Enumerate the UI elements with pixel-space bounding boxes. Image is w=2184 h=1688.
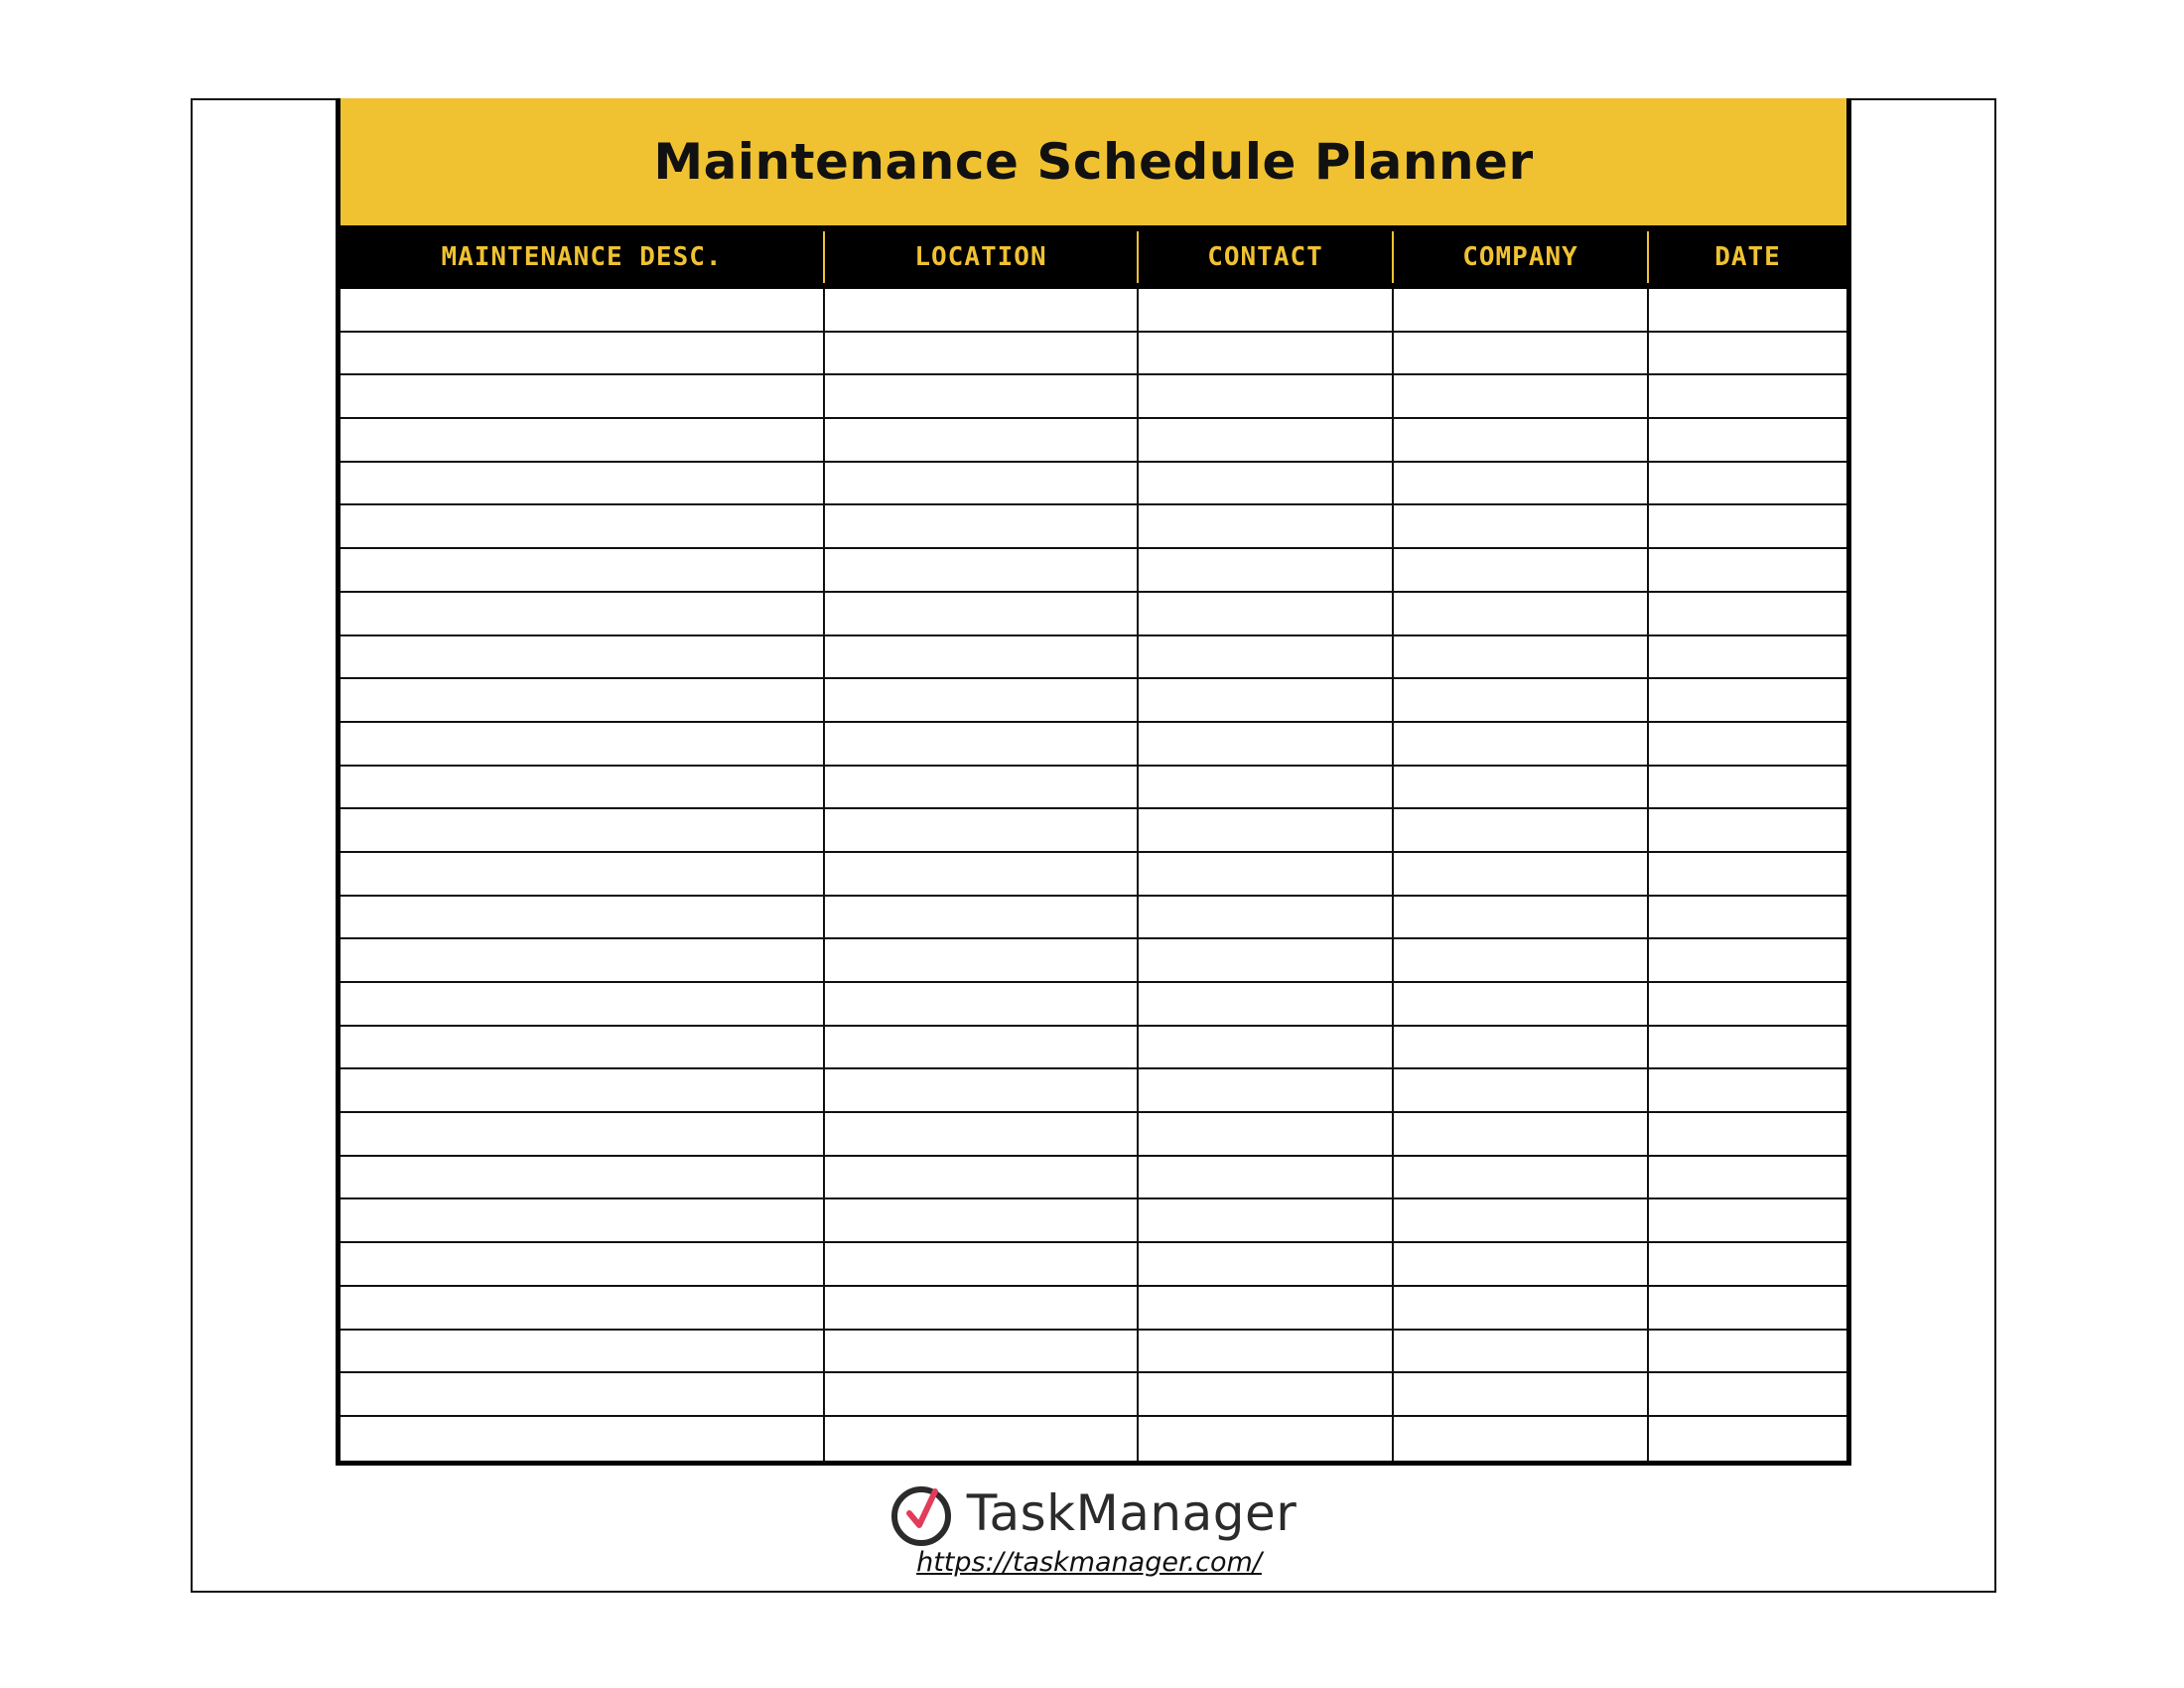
table-cell[interactable] bbox=[1394, 767, 1649, 810]
table-cell[interactable] bbox=[1394, 853, 1649, 897]
page-title: Maintenance Schedule Planner bbox=[653, 133, 1534, 191]
table-cell[interactable] bbox=[1394, 593, 1649, 636]
table-cell[interactable] bbox=[825, 853, 1139, 897]
table-cell[interactable] bbox=[825, 593, 1139, 636]
table-cell[interactable] bbox=[341, 463, 825, 506]
table-cell[interactable] bbox=[1649, 679, 1846, 723]
brand-logo bbox=[887, 1479, 1297, 1547]
table-cell[interactable] bbox=[341, 636, 825, 680]
table-cell[interactable] bbox=[1139, 897, 1394, 940]
table-cell[interactable] bbox=[1139, 723, 1394, 767]
column-header-company: COMPANY bbox=[1394, 231, 1649, 283]
table-cell[interactable] bbox=[825, 809, 1139, 853]
table-cell[interactable] bbox=[341, 333, 825, 376]
table-cell[interactable] bbox=[825, 1243, 1139, 1287]
table-cell[interactable] bbox=[1139, 289, 1394, 333]
table-cell[interactable] bbox=[1649, 1287, 1846, 1331]
column-header-contact: CONTACT bbox=[1139, 231, 1394, 283]
table-cell[interactable] bbox=[341, 549, 825, 593]
planner-sheet bbox=[336, 98, 1851, 1466]
table-cell[interactable] bbox=[1139, 767, 1394, 810]
table-cell[interactable] bbox=[341, 853, 825, 897]
table-cell[interactable] bbox=[341, 1243, 825, 1287]
table-cell[interactable] bbox=[341, 289, 825, 333]
table-cell[interactable] bbox=[341, 897, 825, 940]
table-cell[interactable] bbox=[341, 939, 825, 983]
table-cell[interactable] bbox=[825, 897, 1139, 940]
table-cell[interactable] bbox=[1649, 1113, 1846, 1157]
table-cell[interactable] bbox=[1649, 636, 1846, 680]
table-cell[interactable] bbox=[1139, 983, 1394, 1027]
table-cell[interactable] bbox=[825, 549, 1139, 593]
website-link[interactable]: https://taskmanager.com/ bbox=[916, 1547, 1262, 1578]
footer bbox=[0, 1479, 2184, 1582]
table-cell[interactable] bbox=[1649, 1373, 1846, 1417]
table-cell[interactable] bbox=[1394, 1027, 1649, 1070]
table-cell[interactable] bbox=[1649, 723, 1846, 767]
table-cell[interactable] bbox=[1649, 1157, 1846, 1200]
table-cell[interactable] bbox=[1649, 549, 1846, 593]
table-cell[interactable] bbox=[1649, 419, 1846, 463]
table-cell[interactable] bbox=[1394, 1069, 1649, 1113]
table-cell[interactable] bbox=[1649, 983, 1846, 1027]
table-cell[interactable] bbox=[825, 505, 1139, 549]
table-cell[interactable] bbox=[825, 767, 1139, 810]
table-cell[interactable] bbox=[341, 505, 825, 549]
table-cell[interactable] bbox=[1139, 1199, 1394, 1243]
table-cell[interactable] bbox=[341, 1287, 825, 1331]
table-cell[interactable] bbox=[825, 289, 1139, 333]
table-cell[interactable] bbox=[341, 1199, 825, 1243]
table-cell[interactable] bbox=[1139, 1243, 1394, 1287]
table-cell[interactable] bbox=[341, 375, 825, 419]
table-cell[interactable] bbox=[1139, 419, 1394, 463]
table-cell[interactable] bbox=[341, 983, 825, 1027]
table-cell[interactable] bbox=[341, 767, 825, 810]
table-cell[interactable] bbox=[341, 1069, 825, 1113]
table-cell[interactable] bbox=[341, 679, 825, 723]
table-cell[interactable] bbox=[1139, 1027, 1394, 1070]
table-cell[interactable] bbox=[1394, 333, 1649, 376]
table-cell[interactable] bbox=[1649, 1243, 1846, 1287]
table-cell[interactable] bbox=[1139, 505, 1394, 549]
table-cell[interactable] bbox=[1139, 333, 1394, 376]
table-cell[interactable] bbox=[1394, 505, 1649, 549]
table-cell[interactable] bbox=[1649, 375, 1846, 419]
table-cell[interactable] bbox=[1649, 1027, 1846, 1070]
table-cell[interactable] bbox=[1139, 549, 1394, 593]
table-cell[interactable] bbox=[1649, 1417, 1846, 1461]
table-cell[interactable] bbox=[1139, 593, 1394, 636]
table-cell[interactable] bbox=[1394, 723, 1649, 767]
table-cell[interactable] bbox=[1649, 333, 1846, 376]
column-header-maintenance-desc: MAINTENANCE DESC. bbox=[341, 231, 825, 283]
table-cell[interactable] bbox=[1139, 463, 1394, 506]
table-cell[interactable] bbox=[825, 419, 1139, 463]
column-header-location: LOCATION bbox=[825, 231, 1139, 283]
table-cell[interactable] bbox=[1139, 1331, 1394, 1374]
table-cell[interactable] bbox=[1394, 809, 1649, 853]
table-cell[interactable] bbox=[825, 1287, 1139, 1331]
table-cell[interactable] bbox=[1394, 289, 1649, 333]
table-cell[interactable] bbox=[825, 679, 1139, 723]
table-cell[interactable] bbox=[1139, 636, 1394, 680]
table-cell[interactable] bbox=[1394, 1373, 1649, 1417]
table-cell[interactable] bbox=[1394, 1331, 1649, 1374]
table-cell[interactable] bbox=[341, 1417, 825, 1461]
table-cell[interactable] bbox=[1139, 809, 1394, 853]
check-circle-icon bbox=[887, 1479, 955, 1547]
table-cell[interactable] bbox=[1394, 419, 1649, 463]
table-cell[interactable] bbox=[1649, 593, 1846, 636]
table-cell[interactable] bbox=[1649, 767, 1846, 810]
table-cell[interactable] bbox=[825, 463, 1139, 506]
table-cell[interactable] bbox=[1139, 1417, 1394, 1461]
table-cell[interactable] bbox=[1649, 939, 1846, 983]
table-cell[interactable] bbox=[1394, 983, 1649, 1027]
table-cell[interactable] bbox=[341, 1027, 825, 1070]
table-cell[interactable] bbox=[825, 1027, 1139, 1070]
table-cell[interactable] bbox=[341, 723, 825, 767]
table-cell[interactable] bbox=[1649, 505, 1846, 549]
table-cell[interactable] bbox=[1394, 375, 1649, 419]
table-cell[interactable] bbox=[1394, 1113, 1649, 1157]
table-cell[interactable] bbox=[341, 809, 825, 853]
table-cell[interactable] bbox=[1649, 897, 1846, 940]
table-cell[interactable] bbox=[825, 1199, 1139, 1243]
table-cell[interactable] bbox=[1394, 1417, 1649, 1461]
table-cell[interactable] bbox=[825, 939, 1139, 983]
table-cell[interactable] bbox=[825, 1373, 1139, 1417]
table-cell[interactable] bbox=[341, 1157, 825, 1200]
table-cell[interactable] bbox=[1649, 853, 1846, 897]
table-cell[interactable] bbox=[1139, 939, 1394, 983]
table-cell[interactable] bbox=[825, 1157, 1139, 1200]
table-body bbox=[341, 289, 1846, 1461]
table-cell[interactable] bbox=[825, 333, 1139, 376]
table-cell[interactable] bbox=[341, 1113, 825, 1157]
table-cell[interactable] bbox=[1139, 1373, 1394, 1417]
table-cell[interactable] bbox=[1139, 1157, 1394, 1200]
table-cell[interactable] bbox=[1394, 897, 1649, 940]
table-cell[interactable] bbox=[1649, 1199, 1846, 1243]
table-cell[interactable] bbox=[1649, 1069, 1846, 1113]
table-cell[interactable] bbox=[341, 1331, 825, 1374]
table-cell[interactable] bbox=[341, 593, 825, 636]
table-cell[interactable] bbox=[825, 1113, 1139, 1157]
table-cell[interactable] bbox=[341, 419, 825, 463]
table-cell[interactable] bbox=[1649, 289, 1846, 333]
table-cell[interactable] bbox=[1139, 1113, 1394, 1157]
title-bar bbox=[341, 98, 1846, 225]
table-cell[interactable] bbox=[1649, 463, 1846, 506]
brand-name: TaskManager bbox=[966, 1484, 1297, 1542]
table-cell[interactable] bbox=[1649, 1331, 1846, 1374]
table-cell[interactable] bbox=[1394, 463, 1649, 506]
table-cell[interactable] bbox=[1394, 549, 1649, 593]
table-cell[interactable] bbox=[825, 1069, 1139, 1113]
table-cell[interactable] bbox=[825, 983, 1139, 1027]
table-cell[interactable] bbox=[825, 1417, 1139, 1461]
table-cell[interactable] bbox=[1649, 809, 1846, 853]
table-cell[interactable] bbox=[1394, 1199, 1649, 1243]
table-cell[interactable] bbox=[1394, 1243, 1649, 1287]
table-cell[interactable] bbox=[1139, 1069, 1394, 1113]
table-cell[interactable] bbox=[1139, 679, 1394, 723]
table-cell[interactable] bbox=[1139, 375, 1394, 419]
table-cell[interactable] bbox=[1394, 636, 1649, 680]
table-cell[interactable] bbox=[825, 1331, 1139, 1374]
table-cell[interactable] bbox=[825, 636, 1139, 680]
table-cell[interactable] bbox=[341, 1373, 825, 1417]
table-cell[interactable] bbox=[825, 723, 1139, 767]
table-cell[interactable] bbox=[1394, 1157, 1649, 1200]
table-header bbox=[341, 225, 1846, 289]
table-cell[interactable] bbox=[825, 375, 1139, 419]
table-cell[interactable] bbox=[1394, 939, 1649, 983]
column-header-date: DATE bbox=[1714, 242, 1781, 272]
table-cell[interactable] bbox=[1394, 679, 1649, 723]
table-cell[interactable] bbox=[1139, 1287, 1394, 1331]
table-cell[interactable] bbox=[1394, 1287, 1649, 1331]
table-cell[interactable] bbox=[1139, 853, 1394, 897]
